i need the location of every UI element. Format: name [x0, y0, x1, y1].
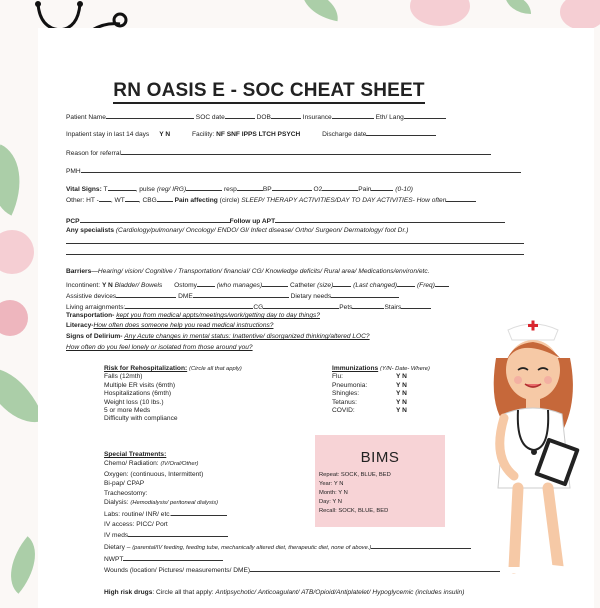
blank-line — [66, 254, 524, 255]
pmh-line: PMH — [66, 165, 521, 176]
risk-item: Hospitalizations (6mth) — [104, 390, 172, 398]
nurse-illustration — [478, 318, 588, 598]
risk-item: 5 or more Meds — [104, 407, 151, 415]
literacy-line: Literacy-How often does someone help you read medical instructions? — [66, 322, 274, 329]
flower-decoration — [560, 0, 600, 30]
blank-line — [66, 243, 524, 244]
other-vitals-line: Other: HT - , WT , CBG Pain affecting (circle) SLEEP/ THERAPY ACTIVITIES/DAY TO DAY ACTIVITIES- How often — [66, 194, 476, 205]
bims-line: Recall: SOCK, BLUE, BED — [319, 508, 389, 514]
bims-line: Month: Y N — [319, 490, 348, 496]
immunization-item: COVID: Y N — [332, 406, 407, 414]
immunization-item: Shingles: Y N — [332, 390, 407, 398]
leaf-decoration — [505, 0, 531, 14]
incontinent-line: Incontinent: Y N Bladder/ Bowels Ostomy (who manages) Catheter (size) (Last changed) (Freq) — [66, 279, 449, 290]
risk-item: Multiple ER visits (6mth) — [104, 381, 176, 389]
reason-line: Reason for referral — [66, 147, 491, 158]
page-title: RN OASIS E - SOC CHEAT SHEET — [38, 80, 500, 102]
rehospitalization-section: Risk for Rehospitalization: (Circle all that apply) Falls (12mth) Multiple ER visits (6mth) Hospitalizations (6mth) Weight loss (10 lbs.) 5 or more Meds Difficulty with compliance — [104, 365, 242, 423]
special-treatments-section: Special Treatments: Chemo/ Radiation: (IV/Oral/Other) Oxygen: (continuous, Intermittent) Bi-pap/ CPAP Tracheostomy: Dialysis: (Hemodialysis/ peritoneal dialysis) Labs: routine/ INR/ etc. IV access: PICC/ Port IV meds Dietary – (parental/IV feeding, feeding tube, mechanically altered diet, therapeutic diet, none of above.) NWPT Wounds (location/ Pictures/ measurements/ DME) — [104, 450, 500, 576]
living-line: Living arraignments: CG Pets Stairs — [66, 301, 431, 312]
high-risk-drugs-line: High risk drugs: Circle all that apply: Antipsychotic/ Anticoagulant/ ATB/Opioid/Antiplatelet/ Hypoglycemic (includes insulin) — [104, 589, 465, 596]
bims-line: Repeat: SOCK, BLUE, BED — [319, 472, 391, 478]
risk-item: Difficulty with compliance — [104, 415, 178, 423]
delirium-line: Signs of Delirium- Any Acute changes in mental status: Inattentive/ disorganized thinking/altered LOC? — [66, 333, 370, 340]
specialists-line: Any specialists (Cardiology/pulmonary/ Oncology/ ENDO/ GI/ Infect disease/ Ortho/ Surgeon/ Dermatology/ foot Dr.) — [66, 227, 409, 234]
immunization-item: Pneumonia: Y N — [332, 381, 407, 389]
transportation-line: Transportation- kept you from medical appts/meetings/work/getting day to day things? — [66, 312, 320, 319]
risk-item: Falls (12mth) — [104, 373, 143, 381]
leaf-decoration — [298, 0, 342, 21]
risk-item: Weight loss (10 lbs.) — [104, 398, 164, 406]
immunizations-section: Immunizations (Y/N- Date- Where) Flu: Y N Pneumonia: Y N Shingles: Y N Tetanus: Y N COVID: Y N — [332, 365, 430, 414]
flower-decoration — [410, 0, 470, 26]
immunization-item: Flu: Y N — [332, 373, 407, 381]
pcp-line: PCP Follow up APT — [66, 215, 505, 226]
bims-box — [315, 435, 445, 527]
bims-line: Day: Y N — [319, 499, 342, 505]
bims-title: BIMS — [360, 449, 400, 466]
assistive-devices-line: Assistive devices DME Dietary needs — [66, 290, 399, 301]
patient-info-line: Patient Name SOC date DOB Insurance Eth/ Lang — [66, 111, 446, 122]
leaf-decoration — [0, 144, 37, 215]
barriers-line: Barriers—Hearing/ vision/ Cognitive / Transportation/ financial/ CG/ Knowledge deficits/ Rural area/ Medications/environ/etc. — [66, 268, 430, 275]
flower-decoration — [0, 230, 34, 274]
flower-decoration — [0, 300, 28, 336]
immunization-item: Tetanus: Y N — [332, 398, 407, 406]
vital-signs-line: Vital Signs: T , pulse (reg/ IRG) resp BP O2 Pain (0-10) — [66, 183, 413, 194]
bims-line: Year: Y N — [319, 481, 344, 487]
isolation-line: How often do you feel lonely or isolated from those around you? — [66, 344, 253, 351]
inpatient-line: Inpatient stay in last 14 days Y N Facility: NF SNF IPPS LTCH PSYCH Discharge date — [66, 128, 436, 139]
